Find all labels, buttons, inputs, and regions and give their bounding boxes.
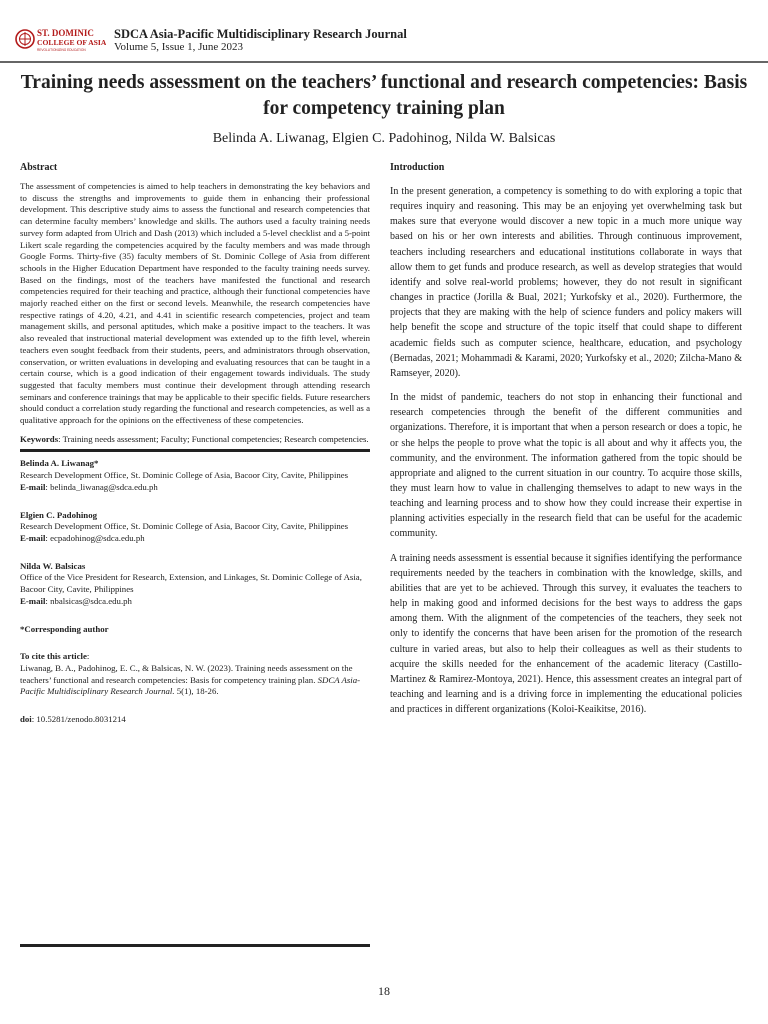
abstract-divider [20,449,370,452]
email-label: E-mail [20,532,46,543]
email-label: E-mail [20,595,46,606]
svg-text:ST. DOMINIC: ST. DOMINIC [37,28,94,38]
left-column [20,162,370,726]
journal-name: SDCA Asia-Pacific Multidisciplinary Research Journal [114,27,407,41]
author-affiliation [20,561,370,608]
author-name: Elgien C. Padohinog [20,509,97,520]
introduction-paragraph: In the present generation, a competency is something to do with exploring a topic that requires inquiry and reasoning. This may be an enjoying yet overwhelming task but makes sure that everyone would discover a new topic in a much more unique way based on his or her own interests and abilities. Through continuous improvement, teachers including researchers and educational institutions collaborate in ways that allow them to get funds and produce research, as well as develop strategies that would identify and solve real-world problems; however, they do not result in significant changes in practice (Jorilla & Bual, 2021; Yurkofsky et al., 2020). Furthermore, the projects that they are making with the help of science funders and policy makers will help benefit the scope and structure of the topic itself that could shape to different academic fields such as computer science, healthcare, education, and psychology (Bernadas, 2021; Mohammadi & Karami, 2020; Yurkofsky et al., 2020; Zilcha-Mano & Ramseyer, 2020). [390,186,742,379]
citation-heading: To cite this article [20,651,87,662]
article-title: Training needs assessment on the teachers’ functional and research competencies: Basis for competency training plan [20,72,748,119]
author-office: Research Development Office, St. Dominic College of Asia, Bacoor City, Cavite, Philippines [20,521,349,532]
doi-link[interactable]: : 10.5281/zenodo.8031214 [31,714,126,725]
author-affiliation [20,458,370,493]
author-email [20,533,370,545]
email-link[interactable]: : belinda_liwanag@sdca.edu.ph [45,481,158,492]
author-affiliation [20,510,370,545]
abstract-text: The assessment of competencies is aimed to help teachers in demonstrating the key behaviors and to discuss the strengths and improvements to guide them in enhancing their professional development. This descriptive study aims to assess the functional and research competencies that can determine faculty members’ knowledge and skills. The authors used a faculty training needs survey form adapted from Ulrich and Dash (2013) which included a 5-level checklist and a 5-point Likert scale regarding the competencies acquired by the faculty members and was made through Google Forms. Thirty-five (35) faculty members of St. Dominic College of Asia from different schools in the Higher Education Department have responded to the faculty training needs survey. Based on the findings, most of the teachers have manifested the functional and research competencies required for their teaching and practice, although their functional competencies have majorly reached either on the first or second levels. Meanwhile, the research competencies have respective ratings of 4.20, 4.21, and 4.41 in scientific research competencies, project and team management skills, and personal aptitudes, which make a positive impact to the teachers. It was also revealed that instructional material development was extended up to the fifth level, wherein teachers even sought feedback from their students, peers, and administrators through observation, conservation, or written evaluations in developing and evaluating resources that can be taught in a certain course, which is a good indication of their engagement towards individuals. The study suggested that faculty members must continue their development through attending research seminars and conference trainings that may be applicable to their specific fields. Future researchers should conduct a correlation study regarding the functional and research competencies, as well as a qualitative approach for the opinions on the effectiveness of these competencies. [20,181,370,426]
email-link[interactable]: : nbalsicas@sdca.edu.ph [45,595,132,606]
author-email [20,482,370,494]
page-number: 18 [378,984,390,998]
author-office: Office of the Vice President for Research, Extension, and Linkages, St. Dominic College of Asia, Bacoor City, Cavite, Philippines [20,572,362,595]
journal-issue: Volume 5, Issue 1, June 2023 [114,41,244,53]
author-name: Belinda A. Liwanag* [20,458,99,469]
introduction-paragraph: In the midst of pandemic, teachers do not stop in enhancing their functional and research competencies through the benefit of the different communities and organizations. Therefore, it is important that when a person research or does a topic, he or she helps the people to prove what the topic is all about and why it affects you, the community, and the environment. The information gathered from the topic should be appropriate and aligned to the current situation in our country. To acquire those skills, they must learn how to value in challenging themselves to adapt to new ways in the teaching and learning process and to show how they could increase their expertise in planning activities especially in the research field that can be useful for the academic community. [390,392,742,540]
corresponding-author-note: *Corresponding author [20,623,109,634]
citation-block: To cite this article: Liwanag, B. A., Padohinog, E. C., & Balsicas, N. W. (2023). Training needs assessment on the teachers’ functional and research competencies: Basis for competency training plan. SDCA Asia-Pacific Multidisciplinary Research Journal. 5(1), 18-26. [20,651,370,698]
keywords-text: : Training needs assessment; Faculty; Functional competencies; Research competencies. [58,433,369,444]
author-email [20,596,370,608]
left-column-bottom-divider [20,944,370,947]
doi-line [20,714,370,726]
citation-text: Liwanag, B. A., Padohinog, E. C., & Balsicas, N. W. (2023). Training needs assessment on the teachers’ functional and research competencies: Basis for competency training plan. SDCA Asia-Pacific Multidisciplinary Research Journal. 5(1), 18-26. [20,662,361,697]
introduction-heading: Introduction [390,162,445,173]
author-name: Nilda W. Balsicas [20,560,86,571]
email-link[interactable]: : ecpadohinog@sdca.edu.ph [45,532,145,543]
introduction-paragraph: A training needs assessment is essential because it signifies identifying the performance requirements needed by the teachers in combination with the knowledge, skills, and abilities that are yet to be achieved. Through this survey, it evaluates the teachers to help in making good and informed decisions for the best ways to address the gaps among them. With the alignment of the competencies of the teachers, they seek not only to identify the concerns that have been arisen for the promotion of the research culture in varied areas, but also to help their colleagues as well as their students to acquire the skills needed for the enhancement of the academic literacy (Castillo-Martinez & Ramirez-Montoya, 2021). Hence, this assessment creates an integral part of teaching and learning and is a driving force in implementing the educational policies and practices in different organizations (Koloi-Keaikitse, 2016). [390,552,742,716]
keywords [20,434,370,446]
header-divider [0,61,768,63]
doi-label: doi [20,714,32,725]
college-logo [14,26,106,56]
page-header [14,26,754,56]
article-authors: Belinda A. Liwanag, Elgien C. Padohinog, Nilda W. Balsicas [212,131,556,146]
abstract-heading: Abstract [20,162,58,173]
keywords-label: Keywords [20,433,59,444]
author-office: Research Development Office, St. Dominic College of Asia, Bacoor City, Cavite, Philippines [20,470,349,481]
svg-text:REVOLUTIONIZING EDUCATION: REVOLUTIONIZING EDUCATION [37,48,86,52]
email-label: E-mail [20,481,46,492]
svg-text:COLLEGE OF ASIA: COLLEGE OF ASIA [37,38,106,47]
right-column [390,162,742,726]
